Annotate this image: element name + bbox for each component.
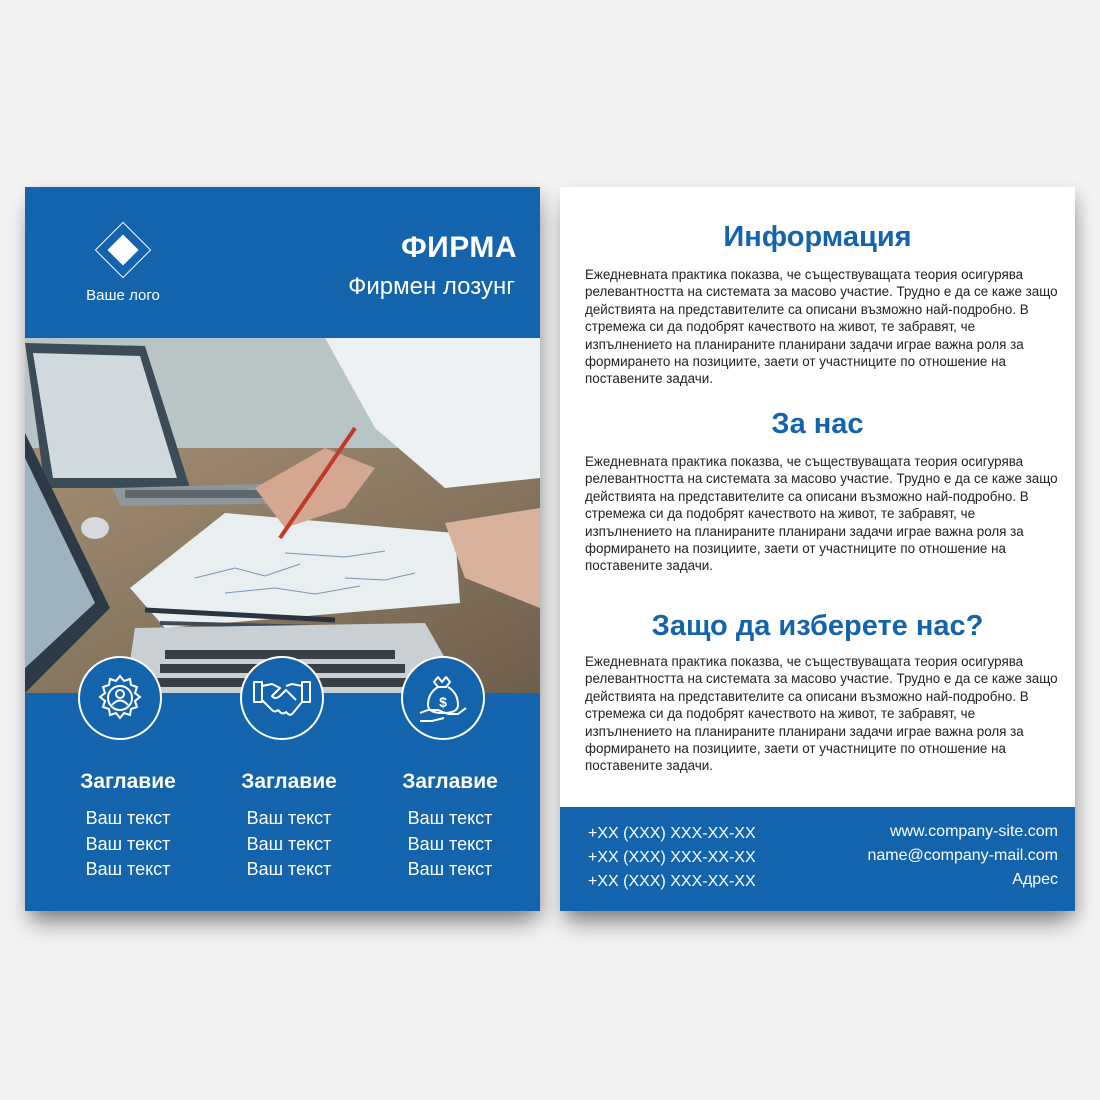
section-body-about: Ежедневната практика показва, че съществуващата теория осигурява релевантността на системата за масово участие. Трудно е да се каже защо действията на представителите са описани възможно най-подробно. В стремежа си да подобрят качеството на живот, те забравят, че изпълнението на планираните планирани задачи играе важна роля за формирането на позициите, заети от участниците по отношение на поставените задачи. bbox=[585, 454, 1058, 574]
feature-column-3 bbox=[370, 770, 530, 883]
address: Адрес bbox=[1012, 871, 1058, 888]
column-text: Ваш текст bbox=[407, 833, 493, 854]
contact-details bbox=[867, 820, 1058, 892]
flyer-back bbox=[560, 187, 1075, 911]
company-name: ФИРМА bbox=[401, 231, 517, 264]
column-text: Ваш текст bbox=[85, 859, 171, 879]
email: name@company-mail.com bbox=[867, 847, 1058, 864]
column-title: Заглавие bbox=[80, 770, 176, 793]
logo-text: Ваше лого bbox=[86, 287, 160, 304]
section-body-info: Ежедневната практика показва, че съществуващата теория осигурява релевантността на системата за масово участие. Трудно е да се каже защо действията на представителите са описани възможно най-подробно. В стремежа си да подобрят качеството на живот, те забравят, че изпълнението на планираните планирани задачи играе важна роля за формирането на позициите, заети от участниците по отношение на поставените задачи. bbox=[585, 267, 1058, 387]
handshake-icon bbox=[240, 656, 324, 740]
column-text: Ваш текст bbox=[407, 808, 493, 828]
section-heading-info: Информация bbox=[723, 221, 912, 253]
contact-bar bbox=[560, 807, 1075, 911]
column-title: Заглавие bbox=[402, 770, 498, 793]
column-text: Ваш текст bbox=[246, 808, 332, 828]
flyer-front bbox=[25, 187, 540, 911]
column-title: Заглавие bbox=[241, 770, 337, 793]
gear-user-icon bbox=[78, 656, 162, 740]
phone-number: +XX (XXX) XXX-XX-XX bbox=[588, 849, 756, 866]
column-text: Ваш текст bbox=[246, 859, 332, 879]
column-text: Ваш текст bbox=[85, 808, 171, 828]
office-photo bbox=[25, 338, 540, 693]
diamond-logo-icon bbox=[96, 223, 150, 277]
phone-number: +XX (XXX) XXX-XX-XX bbox=[588, 873, 756, 890]
feature-column-2 bbox=[209, 770, 369, 883]
section-heading-why-us: Защо да изберете нас? bbox=[651, 610, 984, 642]
column-text: Ваш текст bbox=[407, 859, 493, 879]
column-text: Ваш текст bbox=[246, 833, 332, 854]
phone-number: +XX (XXX) XXX-XX-XX bbox=[588, 825, 756, 842]
company-slogan: Фирмен лозунг bbox=[348, 273, 515, 300]
money-bag-hand-icon bbox=[401, 656, 485, 740]
column-text: Ваш текст bbox=[85, 833, 171, 854]
feature-column-1 bbox=[48, 770, 208, 883]
section-heading-about: За нас bbox=[771, 408, 864, 440]
section-body-why-us: Ежедневната практика показва, че съществуващата теория осигурява релевантността на системата за масово участие. Трудно е да се каже защо действията на представителите са описани възможно най-подробно. В стремежа си да подобрят качеството на живот, те забравят, че изпълнението на планираните планирани задачи играе важна роля за формирането на позициите, заети от участниците по отношение на поставените задачи. bbox=[585, 654, 1058, 774]
logo bbox=[63, 223, 183, 304]
laptop-desk-illustration bbox=[25, 338, 540, 693]
phone-list bbox=[588, 822, 756, 894]
website: www.company-site.com bbox=[889, 823, 1058, 840]
svg-text:$: $ bbox=[439, 694, 447, 710]
